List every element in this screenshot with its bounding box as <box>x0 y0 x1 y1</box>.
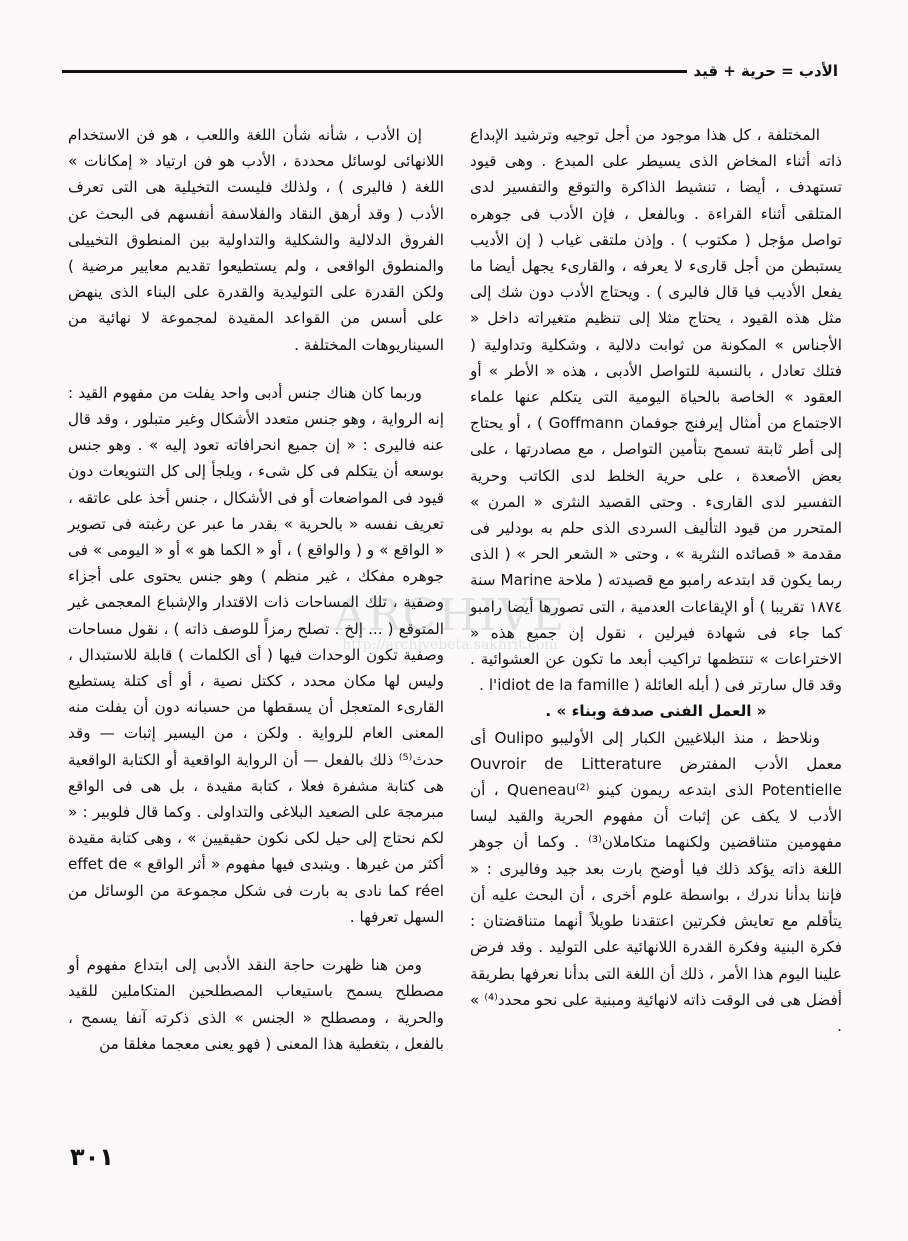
right-column <box>470 122 842 1039</box>
watermark-url: http://archivebeta.sakhrit.com <box>342 637 558 653</box>
archive-watermark <box>330 590 570 653</box>
page-number: ٣٠١ <box>70 1143 114 1171</box>
section-quote: « العمل الفنى صدفة وبناء » . <box>545 702 767 721</box>
left-paragraph-3: ومن هنا ظهرت حاجة النقد الأدبى إلى ابتداع مفهوم أو مصطلح يسمح باستيعاب المصطلحين المتكاملين للقيد والحرية ، ومصطلح « الجنس » الذى ذكرته آنفا يسمح ، بالفعل ، بتغطية هذا المعنى ( فهو يعنى معجما مغلقا من <box>68 956 444 1053</box>
header-title: الأدب = حرية + قيد <box>693 62 838 80</box>
right-paragraph-2: ونلاحظ ، منذ البلاغيين الكبار إلى الأوليبو Oulipo أى معمل الأدب المفترض Ouvroir de Litterature Potentielle الذى ابتدعه ريمون كينو Queneau⁽²⁾ ، أن الأدب لا يكف عن إثبات أن مفهوم الحرية والقيد ليسا مفهومين متناقضين ولكنهما متكاملان⁽³⁾ . وكما أن جوهر اللغة ذاته يؤكد ذلك فيا أوضح بارت بعد جيد وفاليرى : « فإننا بدأنا ندرك ، بواسطة علوم أخرى ، أن البحث عليه أن يتأقلم مع تعايش فكرتين اعتقدنا طويلاً أنهما متناقضتان : فكرة البنية وفكرة القدرة اللانهائية على التوليد . وقد فرض علينا اليوم هذا الأمر ، ذلك أن اللغة التى بدأنا نعرفها بطريقة أفضل هى فى الوقت ذاته لانهائية ومبنية على نحو محدد⁽⁴⁾ » . <box>470 728 842 1035</box>
watermark-text: ARCHIVE <box>333 590 567 641</box>
running-header <box>62 58 838 84</box>
left-paragraph-1: إن الأدب ، شأنه شأن اللغة واللعب ، هو فن الاستخدام اللانهائى لوسائل محددة ، الأدب هو فن ارتياد « إمكانات » اللغة ( فاليرى ) ، ولذلك فليست التخيلية هى التى تعرف الأدب ( وقد أرهق النقاد والفلاسفة أنفسهم فى البحث عن الفروق الدلالية والشكلية والتداولية بين المنطوق التخييلى والمنطوق الواقعى ، ولم يستطيعوا تقديم معايير مرضية ) ولكن القدرة على التوليدية والقدرة على البناء الذى ينهض على أسس من القواعد المقيدة لمجموعة لا نهائية من السيناريوهات المختلفة . <box>68 126 444 354</box>
header-rule <box>62 70 687 73</box>
right-paragraph-1: المختلفة ، كل هذا موجود من أجل توجيه وترشيد الإبداع ذاته أثناء المخاض الذى يسيطر على المبدع . وهى قيود تستهدف ، أيضا ، تنشيط الذاكرة والتوقع والتفسير لدى المتلقى أثناء القراءة . وبالفعل ، فإن الأدب فى جوهره تواصل مؤجل ( مكتوب ) . وإذن ملتقى غياب ( إن الأديب يستبطن من أجل قارىء لا يعرفه ، والقارىء يجهل أيضا ما يفعل الأديب فيا قال فاليرى ) . ويحتاج الأدب دون شك إلى مثل هذه القيود ، يحتاج مثلا إلى تنظيم متغيراته داخل « الأجناس » المكونة من ثوابت دلالية ، وشكلية وتداولية ( فتلك تعادل ، بالنسبة للتواصل الأدبى ، هذه « الأطر » أو العقود » الخاصة بالحياة اليومية التى يتكلم عنها علماء الاجتماع من أمثال إيرفنج جوفمان Goffmann ) ، أو يحتاج إلى أطر ثابتة تسمح بتأمين التواصل ، مع مصادرتها ، على بعض الأصعدة ، على حرية الخلط لدى الكاتب وحرية التفسير لدى القارىء . وحتى القصيد النثرى « المرن » المتحرر من قيود التأليف السردى الذى حلم به بودلير فى مقدمة « قصائده النثرية » ، وحتى « الشعر الحر » ( الذى ربما يكون قد ابتدعه رامبو مع قصيدته ( ملاحة Marine سنة ١٨٧٤ تقريبا ) أو الإيقاعات العدمية ، التى تصورها أيضا رامبو كما جاء فى شهادة فيرلين ، نقول إن جميع هذه « الاختراعات » تنتظمها تراكيب أبعد ما تكون عن العشوائية . وقد قال سارتر فى ( أبله العائلة ( l'idiot de la famille . <box>470 126 842 695</box>
left-paragraph-2: وربما كان هناك جنس أدبى واحد يفلت من مفهوم القيد : إنه الرواية ، وهو جنس متعدد الأشكال وغير متبلور ، وقد قال عنه فاليرى : « إن جميع انحرافاته تعود إليه » . وهو جنس بوسعه أن يتكلم فى كل شىء ، ويلجأ إلى كل التنويعات دون قيود فى المواضعات أو فى الأشكال ، جنس أخذ على عاتقه ، تعريف نفسه « بالحرية » بقدر ما عبر عن رغبته فى تصوير « الواقع » و ( والواقع ) ، أو « الكما هو » أو « اليومى » فى جوهره مفكك ، غير منظم ) وهو جنس يحتوى على أجزاء وصفية ، تلك المساحات ذات الاقتدار والإشباع المعجمى غير المتوقع ( ... إلخ . تصلح رمزاً للوصف ذاته ) ، نقول مساحات وصفية تكون الوحدات فيها ( أى الكلمات ) قابلة للاستبدال ، وليس لها مكان محدد ، ككتل نصية ، أو أى كتلة يستطيع القارىء المتعجل أن يسقطها من حسبانه دون أن يفلت منه المعنى العام للرواية . ولكن ، من اليسير إثبات — وقد حدث⁽⁵⁾ ذلك بالفعل — أن الرواية الواقعية أو الكتابة الواقعية هى كتابة مشفرة فعلا ، كتابة مقيدة ، بل هى فى الواقع مبرمجة على الصعيد البلاغى والتداولى . وكما قال فلوبير : « لكم نحتاج إلى حيل لكى نكون حقيقيين » ، وهى كتابة مقيدة أكثر من غيرها . ويتبدى فيها مفهوم « أثر الواقع » effet de réel كما نادى به بارت فى شكل مجموعة من الوسائل من السهل تعرفها . <box>68 383 445 926</box>
